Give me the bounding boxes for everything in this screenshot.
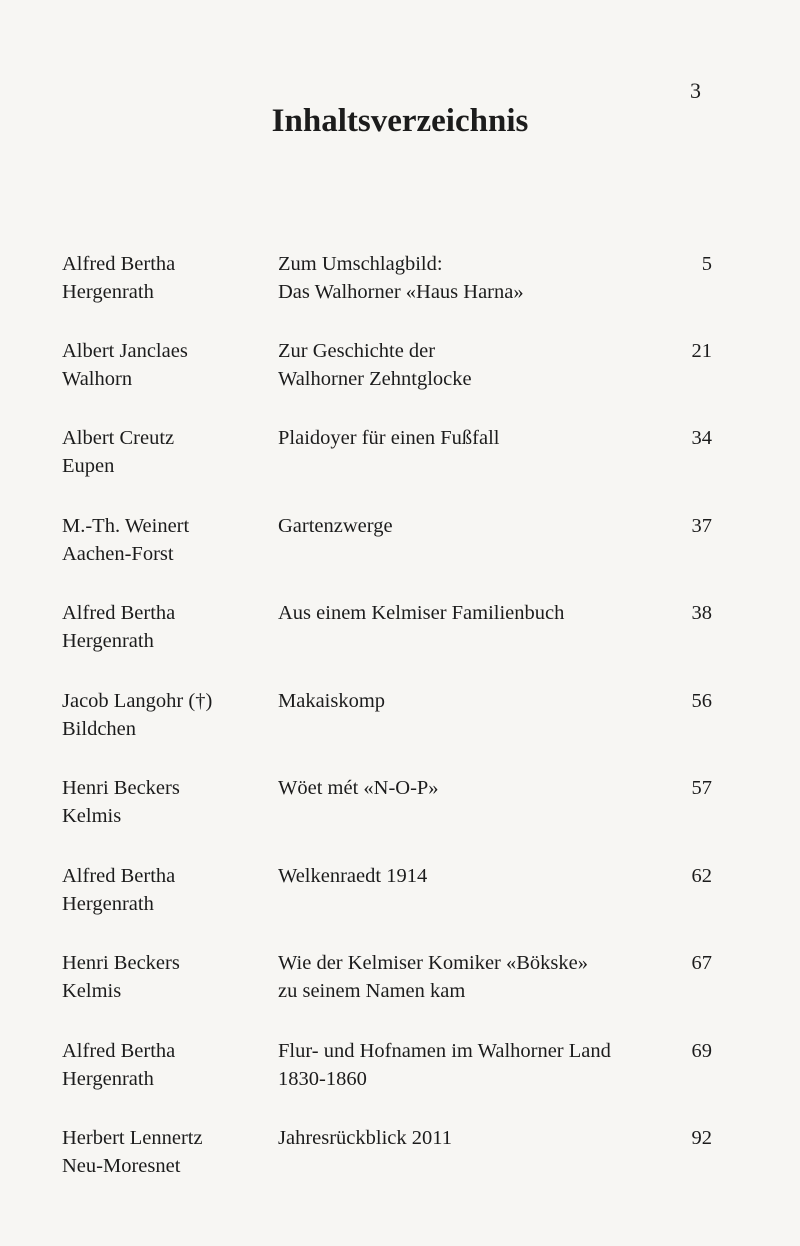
toc-place: Neu-Moresnet [62, 1155, 181, 1177]
toc-author-block [62, 337, 272, 393]
page-title: Inhaltsverzeichnis [271, 103, 529, 139]
toc-title-line1: Aus einem Kelmiser Familienbuch [278, 602, 565, 624]
toc-title-block [278, 687, 658, 715]
toc-title-block [278, 250, 658, 306]
toc-author: Alfred Bertha [62, 865, 176, 887]
toc-title-line1: Flur- und Hofnamen im Walhorner Land [278, 1040, 611, 1062]
toc-author: Jacob Langohr (†) [62, 690, 213, 712]
toc-page-number: 5 [701, 253, 712, 275]
toc-title-line1: Jahresrückblick 2011 [278, 1127, 453, 1149]
toc-page-number: 37 [691, 515, 712, 537]
toc-author: Albert Creutz [62, 427, 175, 449]
toc-author-block [62, 1124, 272, 1180]
toc-page-number: 57 [691, 777, 712, 799]
toc-title-line2: Das Walhorner «Haus Harna» [278, 281, 524, 303]
toc-author-block [62, 599, 272, 655]
toc-title-line1: Welkenraedt 1914 [278, 865, 428, 887]
toc-author: Alfred Bertha [62, 602, 176, 624]
toc-author-block [62, 424, 272, 480]
toc-author: M.-Th. Weinert [62, 515, 190, 537]
toc-author: Alfred Bertha [62, 1040, 176, 1062]
toc-title-line1: Makaiskomp [278, 690, 386, 712]
toc-place: Hergenrath [62, 1068, 154, 1090]
toc-title-block [278, 862, 658, 890]
toc-title-line2: 1830-1860 [278, 1068, 367, 1090]
toc-page-number: 21 [691, 340, 712, 362]
toc-place: Kelmis [62, 980, 122, 1002]
toc-page-number: 67 [691, 952, 712, 974]
toc-title-line1: Plaidoyer für einen Fußfall [278, 427, 500, 449]
toc-title-line1: Zum Umschlagbild: [278, 253, 443, 275]
toc-title-block [278, 1037, 658, 1093]
toc-title-line2: zu seinem Namen kam [278, 980, 466, 1002]
toc-title-line1: Gartenzwerge [278, 515, 393, 537]
toc-title-block [278, 599, 658, 627]
toc-place: Hergenrath [62, 281, 154, 303]
toc-title-block [278, 1124, 658, 1152]
toc-page-number: 56 [691, 690, 712, 712]
toc-place: Hergenrath [62, 630, 154, 652]
toc-author-block [62, 687, 272, 743]
toc-title-block [278, 424, 658, 452]
toc-author: Henri Beckers [62, 777, 180, 799]
toc-page-number: 38 [691, 602, 712, 624]
toc-author: Alfred Bertha [62, 253, 176, 275]
toc-place: Eupen [62, 455, 115, 477]
toc-title-line1: Wie der Kelmiser Komiker «Bökske» [278, 952, 589, 974]
toc-author-block [62, 1037, 272, 1093]
toc-title-block [278, 949, 658, 1005]
toc-title-line1: Zur Geschichte der [278, 340, 436, 362]
toc-title-block [278, 512, 658, 540]
toc-page-number: 92 [691, 1127, 712, 1149]
toc-author-block [62, 949, 272, 1005]
toc-author: Albert Janclaes [62, 340, 188, 362]
toc-place: Bildchen [62, 718, 137, 740]
toc-author: Henri Beckers [62, 952, 180, 974]
toc-place: Aachen-Forst [62, 543, 174, 565]
page-number: 3 [690, 78, 701, 103]
toc-title-line1: Wöet mét «N-O-P» [278, 777, 439, 799]
toc-author-block [62, 512, 272, 568]
toc-author-block [62, 862, 272, 918]
toc-author-block [62, 774, 272, 830]
toc-title-block [278, 774, 658, 802]
toc-page-number: 69 [691, 1040, 712, 1062]
toc-page-number: 62 [691, 865, 712, 887]
toc-page-number: 34 [691, 427, 712, 449]
toc-place: Walhorn [62, 368, 133, 390]
toc-place: Kelmis [62, 805, 122, 827]
toc-author: Herbert Lennertz [62, 1127, 203, 1149]
toc-title-line2: Walhorner Zehntglocke [278, 368, 472, 390]
toc-place: Hergenrath [62, 893, 154, 915]
toc-author-block [62, 250, 272, 306]
toc-title-block [278, 337, 658, 393]
